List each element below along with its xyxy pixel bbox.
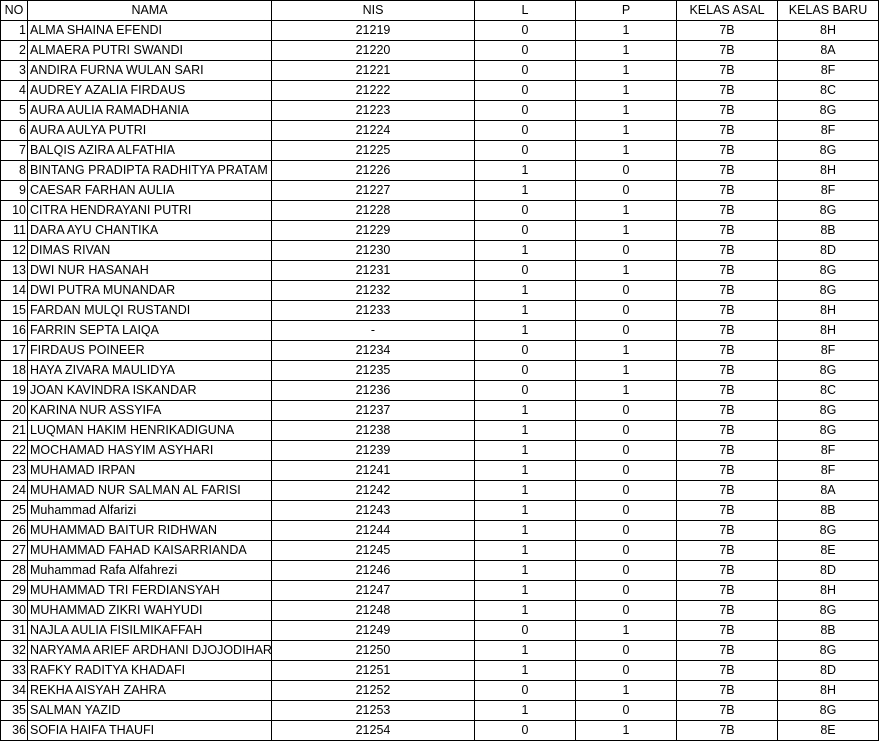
cell-l: 0 <box>475 61 576 81</box>
cell-nama: FARDAN MULQI RUSTANDI <box>28 301 272 321</box>
cell-kelas-asal: 7B <box>677 121 778 141</box>
cell-p: 1 <box>576 121 677 141</box>
cell-nama: MUHAMMAD ZIKRI WAHYUDI <box>28 601 272 621</box>
table-row <box>1 181 879 201</box>
cell-nis: 21232 <box>272 281 475 301</box>
cell-nis: 21220 <box>272 41 475 61</box>
table-row <box>1 361 879 381</box>
cell-nama: MOCHAMAD HASYIM ASYHARI <box>28 441 272 461</box>
cell-no: 25 <box>1 501 28 521</box>
cell-nis: 21248 <box>272 601 475 621</box>
table-row <box>1 581 879 601</box>
cell-kelas-baru: 8F <box>778 181 879 201</box>
cell-nis: 21236 <box>272 381 475 401</box>
cell-l: 0 <box>475 201 576 221</box>
cell-p: 1 <box>576 21 677 41</box>
cell-kelas-asal: 7B <box>677 101 778 121</box>
cell-l: 1 <box>475 641 576 661</box>
header-row <box>1 1 879 21</box>
cell-p: 0 <box>576 601 677 621</box>
cell-kelas-asal: 7B <box>677 681 778 701</box>
cell-nis: 21238 <box>272 421 475 441</box>
cell-l: 1 <box>475 481 576 501</box>
cell-nis: 21251 <box>272 661 475 681</box>
cell-l: 0 <box>475 361 576 381</box>
table-row <box>1 101 879 121</box>
cell-no: 24 <box>1 481 28 501</box>
cell-nama: DIMAS RIVAN <box>28 241 272 261</box>
cell-kelas-asal: 7B <box>677 521 778 541</box>
cell-nama: SALMAN YAZID <box>28 701 272 721</box>
cell-nama: DARA AYU CHANTIKA <box>28 221 272 241</box>
cell-kelas-asal: 7B <box>677 21 778 41</box>
cell-kelas-baru: 8G <box>778 401 879 421</box>
cell-nis: 21226 <box>272 161 475 181</box>
cell-p: 0 <box>576 521 677 541</box>
cell-kelas-asal: 7B <box>677 461 778 481</box>
cell-nama: DWI PUTRA MUNANDAR <box>28 281 272 301</box>
cell-kelas-baru: 8C <box>778 81 879 101</box>
table-row <box>1 461 879 481</box>
cell-kelas-asal: 7B <box>677 81 778 101</box>
cell-l: 1 <box>475 441 576 461</box>
cell-p: 1 <box>576 361 677 381</box>
cell-kelas-baru: 8G <box>778 261 879 281</box>
cell-kelas-baru: 8H <box>778 581 879 601</box>
cell-p: 0 <box>576 641 677 661</box>
cell-l: 0 <box>475 101 576 121</box>
cell-nama: MUHAMMAD FAHAD KAISARRIANDA <box>28 541 272 561</box>
cell-p: 1 <box>576 101 677 121</box>
cell-kelas-asal: 7B <box>677 321 778 341</box>
cell-no: 20 <box>1 401 28 421</box>
cell-p: 0 <box>576 461 677 481</box>
cell-l: 1 <box>475 241 576 261</box>
cell-nama: Muhammad Alfarizi <box>28 501 272 521</box>
table-row <box>1 481 879 501</box>
cell-kelas-asal: 7B <box>677 61 778 81</box>
cell-no: 28 <box>1 561 28 581</box>
cell-p: 0 <box>576 281 677 301</box>
cell-nama: RAFKY RADITYA KHADAFI <box>28 661 272 681</box>
cell-nis: 21225 <box>272 141 475 161</box>
cell-kelas-baru: 8G <box>778 141 879 161</box>
cell-nama: NAJLA AULIA FISILMIKAFFAH <box>28 621 272 641</box>
cell-no: 14 <box>1 281 28 301</box>
cell-no: 12 <box>1 241 28 261</box>
header-kelas-baru: KELAS BARU <box>778 1 879 21</box>
cell-no: 3 <box>1 61 28 81</box>
cell-kelas-baru: 8F <box>778 461 879 481</box>
cell-nis: 21241 <box>272 461 475 481</box>
cell-no: 27 <box>1 541 28 561</box>
cell-kelas-asal: 7B <box>677 281 778 301</box>
table-row <box>1 401 879 421</box>
cell-nis: 21229 <box>272 221 475 241</box>
header-kelas-asal: KELAS ASAL <box>677 1 778 21</box>
cell-nama: BINTANG PRADIPTA RADHITYA PRATAM <box>28 161 272 181</box>
cell-nama: ALMA SHAINA EFENDI <box>28 21 272 41</box>
cell-kelas-baru: 8B <box>778 221 879 241</box>
cell-nama: FIRDAUS POINEER <box>28 341 272 361</box>
cell-nis: 21230 <box>272 241 475 261</box>
header-nis: NIS <box>272 1 475 21</box>
cell-nama: MUHAMAD NUR SALMAN AL FARISI <box>28 481 272 501</box>
cell-nama: LUQMAN HAKIM HENRIKADIGUNA <box>28 421 272 441</box>
cell-nis: 21231 <box>272 261 475 281</box>
cell-kelas-baru: 8B <box>778 501 879 521</box>
cell-kelas-asal: 7B <box>677 221 778 241</box>
cell-nama: AURA AULYA PUTRI <box>28 121 272 141</box>
cell-l: 1 <box>475 521 576 541</box>
cell-l: 0 <box>475 681 576 701</box>
cell-no: 11 <box>1 221 28 241</box>
cell-p: 0 <box>576 481 677 501</box>
cell-kelas-baru: 8G <box>778 601 879 621</box>
cell-kelas-asal: 7B <box>677 721 778 741</box>
cell-nama: JOAN KAVINDRA ISKANDAR <box>28 381 272 401</box>
cell-nama: DWI NUR HASANAH <box>28 261 272 281</box>
cell-l: 0 <box>475 381 576 401</box>
cell-kelas-asal: 7B <box>677 581 778 601</box>
cell-nama: Muhammad Rafa Alfahrezi <box>28 561 272 581</box>
cell-p: 0 <box>576 541 677 561</box>
cell-nis: 21235 <box>272 361 475 381</box>
cell-no: 4 <box>1 81 28 101</box>
cell-nis: 21249 <box>272 621 475 641</box>
cell-kelas-asal: 7B <box>677 641 778 661</box>
table-body <box>1 21 879 741</box>
cell-p: 0 <box>576 181 677 201</box>
cell-kelas-asal: 7B <box>677 361 778 381</box>
cell-no: 15 <box>1 301 28 321</box>
cell-l: 1 <box>475 321 576 341</box>
cell-l: 0 <box>475 21 576 41</box>
cell-kelas-baru: 8H <box>778 21 879 41</box>
cell-l: 1 <box>475 421 576 441</box>
cell-l: 1 <box>475 401 576 421</box>
cell-no: 36 <box>1 721 28 741</box>
cell-nis: 21250 <box>272 641 475 661</box>
cell-kelas-baru: 8F <box>778 61 879 81</box>
cell-kelas-baru: 8G <box>778 361 879 381</box>
cell-nama: MUHAMAD IRPAN <box>28 461 272 481</box>
cell-kelas-baru: 8F <box>778 441 879 461</box>
cell-l: 1 <box>475 281 576 301</box>
cell-l: 1 <box>475 701 576 721</box>
cell-nama: KARINA NUR ASSYIFA <box>28 401 272 421</box>
cell-no: 31 <box>1 621 28 641</box>
cell-kelas-baru: 8F <box>778 121 879 141</box>
cell-l: 0 <box>475 41 576 61</box>
cell-p: 1 <box>576 621 677 641</box>
cell-no: 33 <box>1 661 28 681</box>
table-row <box>1 641 879 661</box>
cell-p: 1 <box>576 141 677 161</box>
cell-nama: MUHAMMAD TRI FERDIANSYAH <box>28 581 272 601</box>
cell-p: 0 <box>576 301 677 321</box>
cell-p: 0 <box>576 501 677 521</box>
cell-nis: 21237 <box>272 401 475 421</box>
cell-no: 13 <box>1 261 28 281</box>
cell-l: 0 <box>475 81 576 101</box>
cell-kelas-baru: 8G <box>778 201 879 221</box>
table-row <box>1 261 879 281</box>
cell-no: 16 <box>1 321 28 341</box>
cell-no: 10 <box>1 201 28 221</box>
cell-kelas-baru: 8A <box>778 41 879 61</box>
cell-nama: AUDREY AZALIA FIRDAUS <box>28 81 272 101</box>
cell-p: 0 <box>576 581 677 601</box>
cell-no: 17 <box>1 341 28 361</box>
cell-p: 1 <box>576 681 677 701</box>
cell-nis: 21228 <box>272 201 475 221</box>
cell-p: 0 <box>576 701 677 721</box>
cell-l: 1 <box>475 541 576 561</box>
cell-nama: FARRIN SEPTA LAIQA <box>28 321 272 341</box>
cell-l: 1 <box>475 581 576 601</box>
table-row <box>1 241 879 261</box>
cell-kelas-baru: 8F <box>778 341 879 361</box>
cell-p: 0 <box>576 441 677 461</box>
cell-kelas-asal: 7B <box>677 181 778 201</box>
table-row <box>1 21 879 41</box>
cell-nama: MUHAMMAD BAITUR RIDHWAN <box>28 521 272 541</box>
table-row <box>1 41 879 61</box>
cell-nis: 21253 <box>272 701 475 721</box>
cell-kelas-asal: 7B <box>677 661 778 681</box>
cell-p: 1 <box>576 341 677 361</box>
table-row <box>1 561 879 581</box>
cell-kelas-baru: 8D <box>778 561 879 581</box>
cell-kelas-baru: 8E <box>778 721 879 741</box>
cell-kelas-baru: 8E <box>778 541 879 561</box>
cell-kelas-baru: 8G <box>778 641 879 661</box>
cell-kelas-asal: 7B <box>677 401 778 421</box>
table-row <box>1 281 879 301</box>
cell-p: 1 <box>576 81 677 101</box>
table-row <box>1 321 879 341</box>
cell-nama: CITRA HENDRAYANI PUTRI <box>28 201 272 221</box>
cell-nis: 21244 <box>272 521 475 541</box>
cell-l: 0 <box>475 721 576 741</box>
cell-no: 26 <box>1 521 28 541</box>
cell-nis: 21254 <box>272 721 475 741</box>
cell-no: 2 <box>1 41 28 61</box>
cell-nis: 21224 <box>272 121 475 141</box>
cell-kelas-asal: 7B <box>677 261 778 281</box>
cell-nis: 21222 <box>272 81 475 101</box>
cell-kelas-asal: 7B <box>677 601 778 621</box>
cell-kelas-asal: 7B <box>677 621 778 641</box>
cell-kelas-asal: 7B <box>677 501 778 521</box>
table-row <box>1 501 879 521</box>
cell-l: 1 <box>475 561 576 581</box>
cell-no: 22 <box>1 441 28 461</box>
cell-p: 1 <box>576 221 677 241</box>
cell-kelas-baru: 8D <box>778 661 879 681</box>
cell-kelas-asal: 7B <box>677 141 778 161</box>
cell-no: 29 <box>1 581 28 601</box>
cell-nis: 21221 <box>272 61 475 81</box>
cell-p: 1 <box>576 41 677 61</box>
cell-nis: 21219 <box>272 21 475 41</box>
cell-no: 5 <box>1 101 28 121</box>
table-row <box>1 381 879 401</box>
cell-kelas-asal: 7B <box>677 241 778 261</box>
cell-p: 1 <box>576 261 677 281</box>
cell-nama: BALQIS AZIRA ALFATHIA <box>28 141 272 161</box>
cell-kelas-baru: 8H <box>778 161 879 181</box>
cell-kelas-baru: 8C <box>778 381 879 401</box>
cell-kelas-asal: 7B <box>677 301 778 321</box>
cell-nis: 21234 <box>272 341 475 361</box>
cell-kelas-asal: 7B <box>677 341 778 361</box>
cell-kelas-asal: 7B <box>677 201 778 221</box>
cell-p: 0 <box>576 241 677 261</box>
table-row <box>1 221 879 241</box>
cell-no: 8 <box>1 161 28 181</box>
cell-kelas-asal: 7B <box>677 481 778 501</box>
cell-nama: REKHA AISYAH ZAHRA <box>28 681 272 701</box>
header-nama: NAMA <box>28 1 272 21</box>
cell-p: 0 <box>576 421 677 441</box>
cell-l: 1 <box>475 161 576 181</box>
table-row <box>1 421 879 441</box>
table-row <box>1 81 879 101</box>
cell-nama: SOFIA HAIFA THAUFI <box>28 721 272 741</box>
table-row <box>1 441 879 461</box>
cell-p: 0 <box>576 161 677 181</box>
cell-l: 1 <box>475 501 576 521</box>
cell-l: 0 <box>475 221 576 241</box>
table-row <box>1 661 879 681</box>
cell-kelas-baru: 8B <box>778 621 879 641</box>
cell-no: 9 <box>1 181 28 201</box>
cell-no: 32 <box>1 641 28 661</box>
cell-kelas-baru: 8H <box>778 301 879 321</box>
cell-l: 1 <box>475 181 576 201</box>
cell-nama: ALMAERA PUTRI SWANDI <box>28 41 272 61</box>
cell-no: 34 <box>1 681 28 701</box>
cell-kelas-asal: 7B <box>677 421 778 441</box>
cell-nis: 21246 <box>272 561 475 581</box>
cell-no: 23 <box>1 461 28 481</box>
table-row <box>1 541 879 561</box>
cell-kelas-asal: 7B <box>677 441 778 461</box>
cell-l: 0 <box>475 341 576 361</box>
cell-kelas-baru: 8H <box>778 681 879 701</box>
cell-nama: AURA AULIA RAMADHANIA <box>28 101 272 121</box>
cell-nama: NARYAMA ARIEF ARDHANI DJOJODIHAR <box>28 641 272 661</box>
header-p: P <box>576 1 677 21</box>
cell-kelas-baru: 8H <box>778 321 879 341</box>
cell-p: 1 <box>576 61 677 81</box>
header-no: NO <box>1 1 28 21</box>
cell-l: 1 <box>475 661 576 681</box>
table-row <box>1 601 879 621</box>
cell-no: 19 <box>1 381 28 401</box>
cell-kelas-baru: 8D <box>778 241 879 261</box>
cell-l: 0 <box>475 141 576 161</box>
cell-l: 0 <box>475 621 576 641</box>
cell-nama: ANDIRA FURNA WULAN SARI <box>28 61 272 81</box>
cell-p: 0 <box>576 661 677 681</box>
table-row <box>1 621 879 641</box>
cell-nama: CAESAR FARHAN AULIA <box>28 181 272 201</box>
cell-p: 0 <box>576 401 677 421</box>
cell-no: 7 <box>1 141 28 161</box>
table-row <box>1 301 879 321</box>
table-row <box>1 521 879 541</box>
cell-kelas-baru: 8A <box>778 481 879 501</box>
cell-l: 1 <box>475 601 576 621</box>
cell-l: 0 <box>475 121 576 141</box>
cell-nis: 21223 <box>272 101 475 121</box>
cell-nis: 21239 <box>272 441 475 461</box>
cell-kelas-baru: 8G <box>778 521 879 541</box>
cell-p: 0 <box>576 321 677 341</box>
table-row <box>1 701 879 721</box>
cell-nis: 21245 <box>272 541 475 561</box>
cell-no: 6 <box>1 121 28 141</box>
cell-nis: 21247 <box>272 581 475 601</box>
cell-nis: 21233 <box>272 301 475 321</box>
cell-nis: 21243 <box>272 501 475 521</box>
cell-p: 1 <box>576 721 677 741</box>
cell-kelas-asal: 7B <box>677 561 778 581</box>
cell-nis: - <box>272 321 475 341</box>
cell-kelas-asal: 7B <box>677 541 778 561</box>
cell-l: 1 <box>475 301 576 321</box>
cell-no: 30 <box>1 601 28 621</box>
cell-kelas-asal: 7B <box>677 701 778 721</box>
cell-nis: 21227 <box>272 181 475 201</box>
cell-nis: 21242 <box>272 481 475 501</box>
cell-kelas-asal: 7B <box>677 41 778 61</box>
cell-no: 18 <box>1 361 28 381</box>
table-row <box>1 721 879 741</box>
header-l: L <box>475 1 576 21</box>
cell-no: 21 <box>1 421 28 441</box>
table-row <box>1 141 879 161</box>
table-row <box>1 161 879 181</box>
cell-p: 1 <box>576 381 677 401</box>
cell-p: 1 <box>576 201 677 221</box>
cell-p: 0 <box>576 561 677 581</box>
table-row <box>1 201 879 221</box>
cell-kelas-baru: 8G <box>778 701 879 721</box>
cell-kelas-baru: 8G <box>778 101 879 121</box>
cell-kelas-baru: 8G <box>778 281 879 301</box>
cell-l: 1 <box>475 461 576 481</box>
table-row <box>1 61 879 81</box>
table-row <box>1 681 879 701</box>
cell-nama: HAYA ZIVARA MAULIDYA <box>28 361 272 381</box>
cell-no: 1 <box>1 21 28 41</box>
table-row <box>1 341 879 361</box>
cell-kelas-baru: 8G <box>778 421 879 441</box>
cell-l: 0 <box>475 261 576 281</box>
cell-no: 35 <box>1 701 28 721</box>
cell-nis: 21252 <box>272 681 475 701</box>
cell-kelas-asal: 7B <box>677 161 778 181</box>
cell-kelas-asal: 7B <box>677 381 778 401</box>
table-row <box>1 121 879 141</box>
